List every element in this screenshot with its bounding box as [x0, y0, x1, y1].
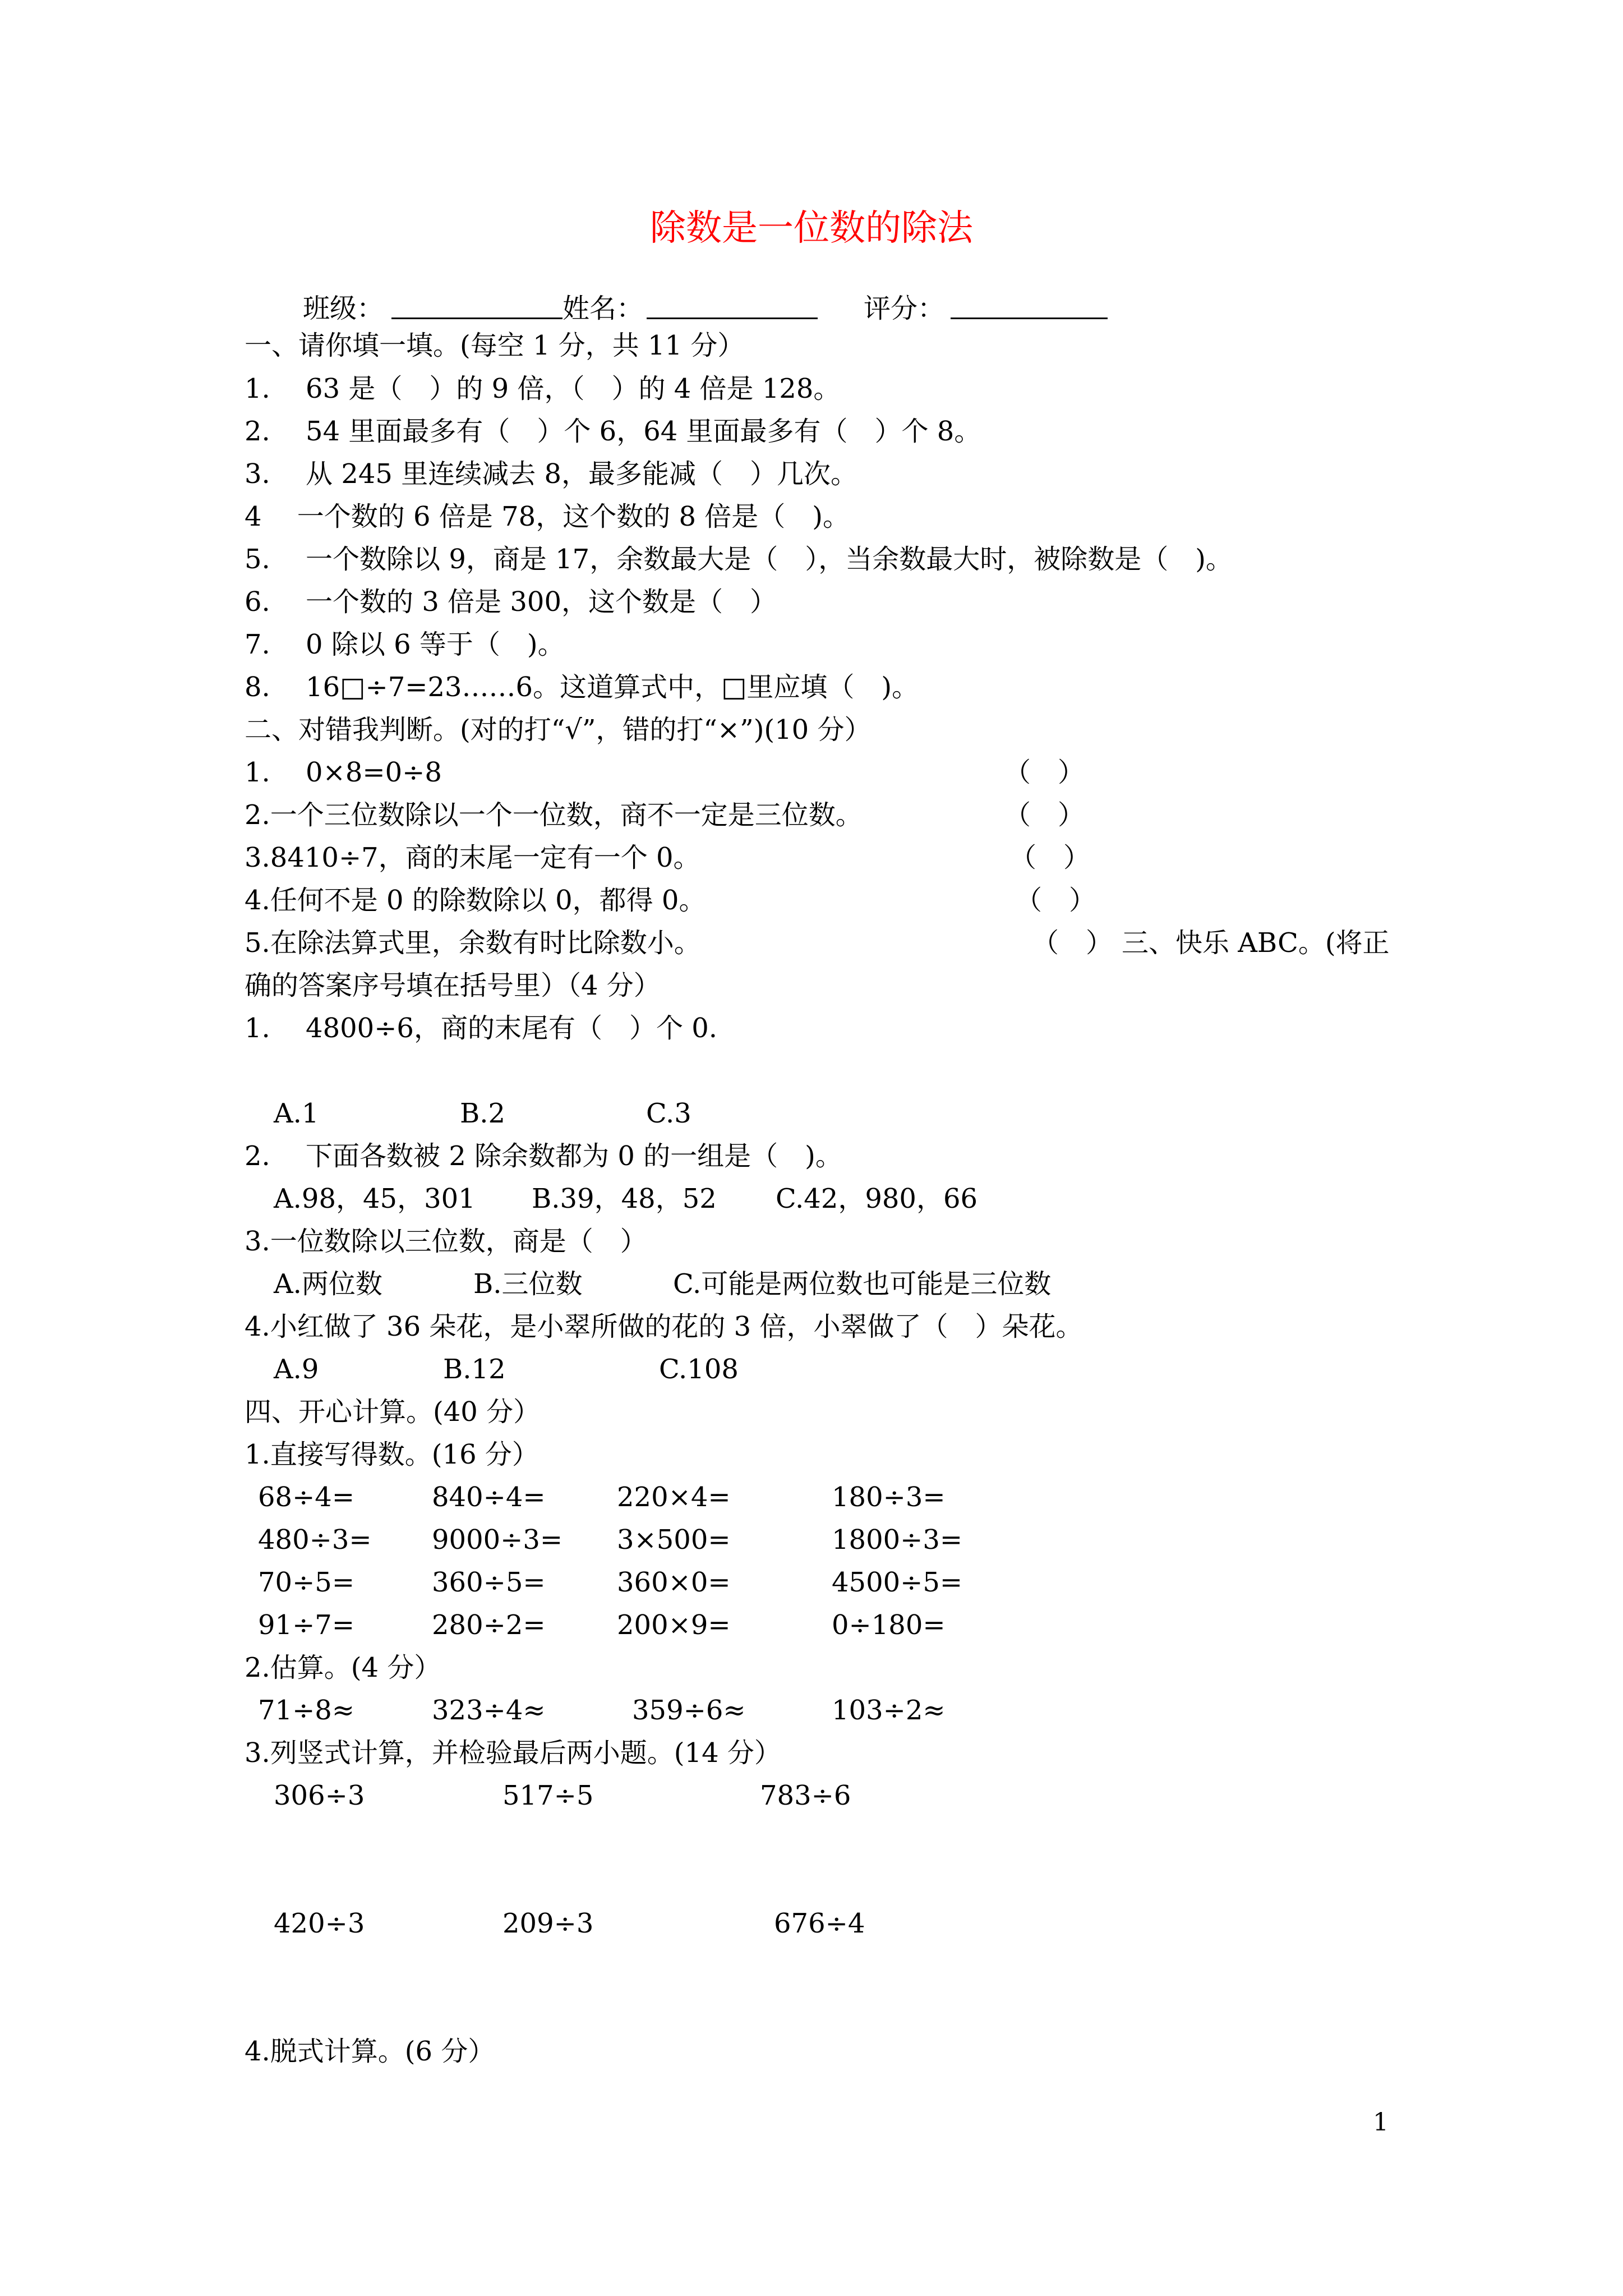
question-item: 7. 0 除以 6 等于（ )。 — [245, 629, 565, 660]
choice-question: 3.一位数除以三位数，商是（ ） — [245, 1226, 647, 1257]
section3-heading: 三、快乐 ABC。(将正 — [1122, 927, 1390, 959]
choice-question: 1. 4800÷6，商的末尾有（ ）个 0. — [245, 1013, 718, 1044]
score-label: 评分： — [864, 293, 945, 324]
choice-question: 2. 下面各数被 2 除余数都为 0 的一组是（ )。 — [245, 1140, 842, 1172]
calc-item: 180÷3= — [832, 1481, 946, 1513]
option-c[interactable]: C.3 — [646, 1098, 691, 1129]
score-blank[interactable] — [951, 318, 1108, 319]
calc-item: 70÷5= — [258, 1567, 355, 1598]
option-a[interactable]: A.9 — [274, 1354, 319, 1385]
question-item: 3. 从 245 里连续减去 8，最多能减（ ）几次。 — [245, 458, 857, 490]
vertical-calc-item: 306÷3 — [274, 1780, 365, 1811]
vertical-calc-item: 420÷3 — [274, 1908, 365, 1939]
part3-heading: 3.列竖式计算，并检验最后两小题。(14 分） — [245, 1737, 781, 1769]
class-blank[interactable] — [391, 318, 562, 319]
calc-item: 840÷4= — [432, 1481, 546, 1513]
question-item: 6. 一个数的 3 倍是 300，这个数是（ ） — [245, 586, 777, 618]
option-b[interactable]: B.三位数 — [473, 1268, 583, 1300]
vertical-calc-item: 676÷4 — [774, 1908, 865, 1939]
name-blank[interactable] — [647, 318, 818, 319]
section2-heading: 二、对错我判断。(对的打“√”，错的打“×”)(10 分） — [245, 714, 872, 746]
section4-heading: 四、开心计算。(40 分） — [245, 1396, 541, 1428]
option-b[interactable]: B.12 — [443, 1354, 506, 1385]
calc-item: 480÷3= — [258, 1524, 372, 1556]
option-b[interactable]: B.2 — [460, 1098, 506, 1129]
answer-paren[interactable]: （ ） — [1009, 842, 1091, 873]
name-label: 姓名： — [562, 293, 644, 324]
vertical-calc-item: 783÷6 — [760, 1780, 851, 1811]
judge-item: 5.在除法算式里，余数有时比除数小。 — [245, 927, 701, 959]
vertical-calc-item: 517÷5 — [502, 1780, 594, 1811]
answer-paren[interactable]: （ ） — [1032, 927, 1113, 959]
question-item: 4 一个数的 6 倍是 78，这个数的 8 倍是（ )。 — [245, 501, 850, 532]
estimate-item: 103÷2≈ — [832, 1695, 946, 1726]
question-item: 2. 54 里面最多有（ ）个 6，64 里面最多有（ ）个 8。 — [245, 416, 981, 447]
calc-item: 1800÷3= — [832, 1524, 963, 1556]
question-item: 8. 16□÷7=23……6。这道算式中，□里应填（ )。 — [245, 671, 919, 703]
option-a[interactable]: A.98，45，301 — [274, 1183, 476, 1214]
estimate-item: 359÷6≈ — [632, 1695, 746, 1726]
calc-item: 3×500= — [617, 1524, 731, 1556]
option-c[interactable]: C.可能是两位数也可能是三位数 — [673, 1268, 1052, 1300]
calc-item: 360÷5= — [432, 1567, 546, 1598]
answer-paren[interactable]: （ ） — [1004, 799, 1085, 831]
calc-item: 0÷180= — [832, 1609, 946, 1641]
vertical-calc-item: 209÷3 — [502, 1908, 594, 1939]
section3-heading-cont: 确的答案序号填在括号里）（4 分） — [245, 970, 661, 1001]
calc-item: 220×4= — [617, 1481, 731, 1513]
class-label: 班级： — [303, 293, 384, 324]
judge-item: 2.一个三位数除以一个一位数，商不一定是三位数。 — [245, 799, 863, 831]
page-title: 除数是一位数的除法 — [650, 208, 973, 249]
choice-question: 4.小红做了 36 朵花，是小翠所做的花的 3 倍，小翠做了（ ）朵花。 — [245, 1311, 1083, 1342]
calc-item: 68÷4= — [258, 1481, 355, 1513]
question-item: 1. 63 是（ ）的 9 倍，（ ）的 4 倍是 128。 — [245, 373, 841, 404]
option-c[interactable]: C.42，980，66 — [776, 1183, 978, 1214]
part2-heading: 2.估算。(4 分） — [245, 1652, 441, 1683]
judge-item: 1. 0×8=0÷8 — [245, 757, 442, 788]
calc-item: 360×0= — [617, 1567, 731, 1598]
calc-item: 200×9= — [617, 1609, 731, 1641]
judge-item: 3.8410÷7，商的末尾一定有一个 0。 — [245, 842, 700, 873]
question-item: 5. 一个数除以 9，商是 17，余数最大是（ ），当余数最大时，被除数是（ )。 — [245, 544, 1233, 575]
page-number: 1 — [1373, 2108, 1389, 2137]
estimate-item: 323÷4≈ — [432, 1695, 546, 1726]
estimate-item: 71÷8≈ — [258, 1695, 355, 1726]
answer-paren[interactable]: （ ） — [1004, 757, 1085, 788]
option-a[interactable]: A.两位数 — [274, 1268, 382, 1300]
calc-item: 9000÷3= — [432, 1524, 563, 1556]
calc-item: 280÷2= — [432, 1609, 546, 1641]
option-c[interactable]: C.108 — [659, 1354, 739, 1385]
calc-item: 4500÷5= — [832, 1567, 963, 1598]
option-b[interactable]: B.39，48，52 — [532, 1183, 717, 1214]
answer-paren[interactable]: （ ） — [1015, 885, 1096, 916]
calc-item: 91÷7= — [258, 1609, 355, 1641]
judge-item: 4.任何不是 0 的除数除以 0，都得 0。 — [245, 885, 706, 916]
option-a[interactable]: A.1 — [274, 1098, 319, 1129]
part4-heading: 4.脱式计算。(6 分） — [245, 2036, 495, 2067]
section1-heading: 一、请你填一填。(每空 1 分，共 11 分） — [245, 330, 745, 361]
part1-heading: 1.直接写得数。(16 分） — [245, 1439, 539, 1470]
